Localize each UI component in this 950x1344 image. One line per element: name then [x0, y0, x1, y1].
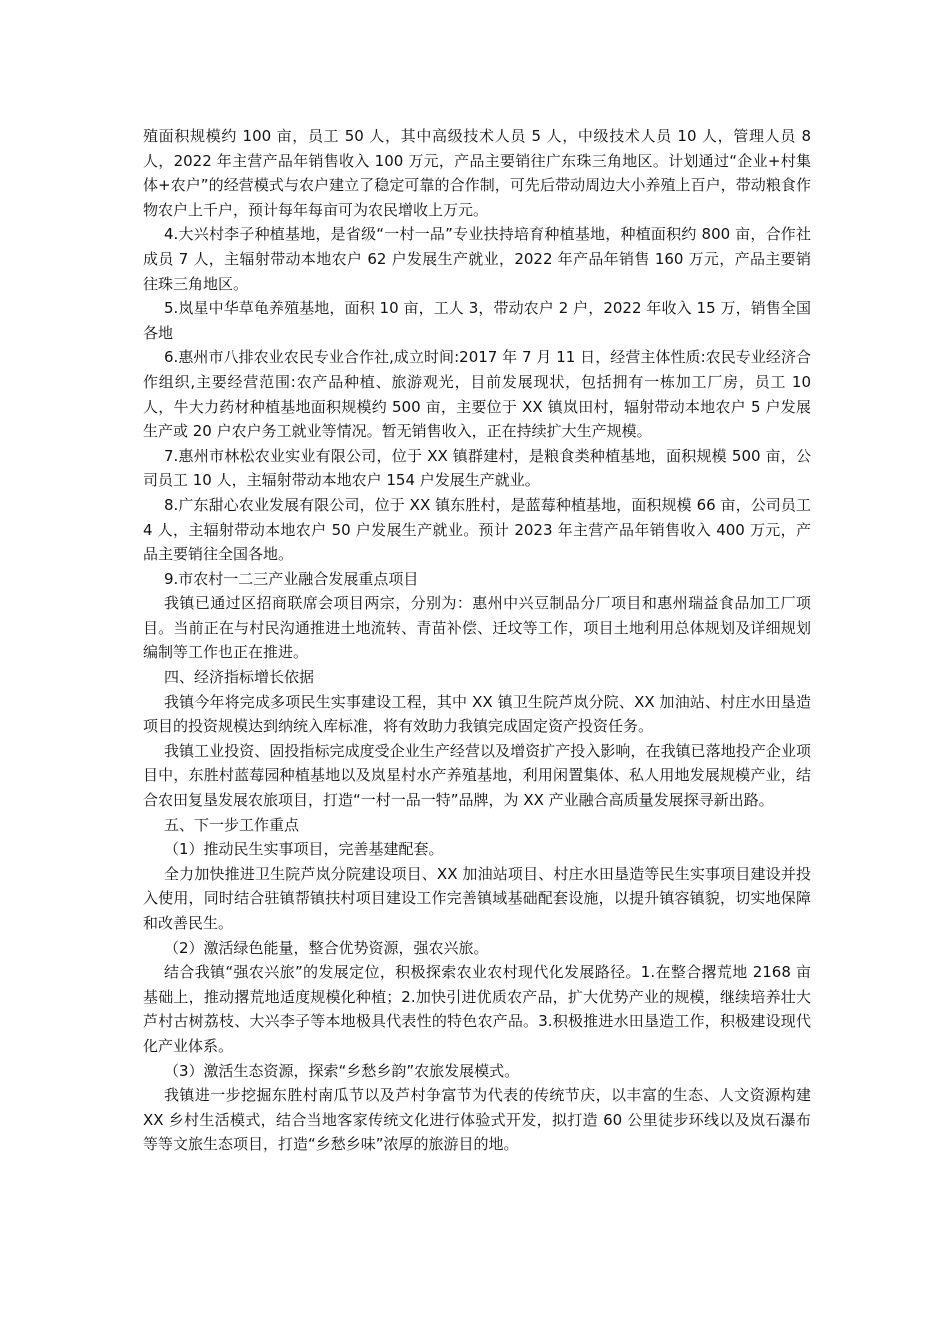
- subheading-3: （3）激活生态资源，探索“乡愁乡韵”农旅发展模式。: [164, 1061, 520, 1080]
- subheading-1: （1）推动民生实事项目，完善基建配套。: [164, 840, 444, 859]
- paragraph-item-8: 8.广东甜心农业发展有限公司，位于 XX 镇东胜村，是蓝莓种植基地，面积规模 66 亩，公司员工 4 人，主辐射带动本地农户 50 户发展生产就业。预计 2023 年主营产品年销售收入 400 万元，产品主要销往全国各地。: [143, 495, 811, 564]
- paragraph-item-5: 5.岚星中华草龟养殖基地，面积 10 亩，工人 3，带动农户 2 户，2022 年收入 15 万，销售全国各地: [143, 299, 811, 342]
- paragraph-item-9: 9.市农村一二三产业融合发展重点项目: [164, 569, 419, 588]
- subheading-2: （2）激活绿色能量，整合优势资源，强农兴旅。: [164, 938, 489, 957]
- section-heading-4: 四、经济指标增长依据: [164, 668, 315, 687]
- document-body: [143, 124, 811, 1157]
- paragraph-investment-projects: 我镇已通过区招商联席会项目两宗，分别为：惠州中兴豆制品分厂项目和惠州瑞益食品加工厂项目。当前正在与村民沟通推进土地流转、青苗补偿、迁坟等工作，项目土地利用总体规划及详细规划编制等工作也正在推进。: [143, 594, 811, 662]
- paragraph-item-6: 6.惠州市八排农业农民专业合作社,成立时间:2017 年 7 月 11 日，经营主体性质:农民专业经济合作组织,主要经营范围:农产品种植、旅游观光，目前发展现状，包括拥有一栋加工厂房，员工 10 人，牛大力药材种植基地面积规模约 500 亩，主要位于 XX 镇岚田村，辐射带动本地农户 5 户发展生产或 20 户农户务工就业等情况。暂无销售收入，正在持续扩大生产规模。: [143, 348, 811, 441]
- paragraph-item-7: 7.惠州市林松农业实业有限公司，位于 XX 镇群建村，是粮食类种植基地，面积规模 500 亩，公司员工 10 人，主辐射带动本地农户 154 户发展生产就业。: [143, 446, 811, 490]
- paragraph-livelihood-projects: 我镇今年将完成多项民生实事建设工程，其中 XX 镇卫生院芦岚分院、XX 加油站、村庄水田垦造项目的投资规模达到纳统入库标准，将有效助力我镇完成固定资产投资任务。: [143, 692, 811, 736]
- paragraph-subheading-1-body: 全力加快推进卫生院芦岚分院建设项目、XX 加油站项目、村庄水田垦造等民生实事项目建设并投入使用，同时结合驻镇帮镇扶村项目建设工作完善镇域基础配套设施，以提升镇容镇貌，切实地保障和改善民生。: [143, 864, 811, 932]
- paragraph-subheading-2-body: 结合我镇“强农兴旅”的发展定位，积极探索农业农村现代化发展路径。1.在整合撂荒地 2168 亩基础上，推动撂荒地适度规模化种植；2.加快引进优质农产品，扩大优势产业的规模，继续培养壮大芦村古树荔枝、大兴李子等本地极具代表性的特色农产品。3.积极推进水田垦造工作，积极建设现代化产业体系。: [143, 963, 811, 1055]
- paragraph-subheading-3-body: 我镇进一步挖掘东胜村南瓜节以及芦村争富节为代表的传统节庆，以丰富的生态、人文资源构建 XX 乡村生活模式，结合当地客家传统文化进行体验式开发，拟打造 60 公里徒步环线以及岚石瀑布等等文旅生态项目，打造“乡愁乡味”浓厚的旅游目的地。: [143, 1086, 811, 1154]
- section-heading-5: 五、下一步工作重点: [164, 815, 300, 834]
- paragraph-item-4: 4.大兴村李子种植基地，是省级“一村一品”专业扶持培育种植基地，种植面积约 800 亩，合作社成员 7 人，主辐射带动本地农户 62 户发展生产就业，2022 年产品年销售 160 万元，产品主要销往珠三角地区。: [143, 225, 811, 293]
- paragraph-industrial-investment: 我镇工业投资、固投指标完成度受企业生产经营以及增资扩产投入影响，在我镇已落地投产企业项目中，东胜村蓝莓园种植基地以及岚星村水产养殖基地，利用闲置集体、私人用地发展规模产业，结合农田复垦发展农旅项目，打造“一村一品一特”品牌，为 XX 产业融合高质量发展探寻新出路。: [143, 741, 811, 810]
- paragraph-continued-intro: 殖面积规模约 100 亩，员工 50 人，其中高级技术人员 5 人，中级技术人员 10 人，管理人员 8 人，2022 年主营产品年销售收入 100 万元，产品主要销往广东珠三角地区。计划通过“企业+村集体+农户”的经营模式与农户建立了稳定可靠的合作制，可先后带动周边大小养殖上百户，带动粮食作物农户上千户，预计每年每亩可为农民增收上万元。: [143, 127, 811, 219]
